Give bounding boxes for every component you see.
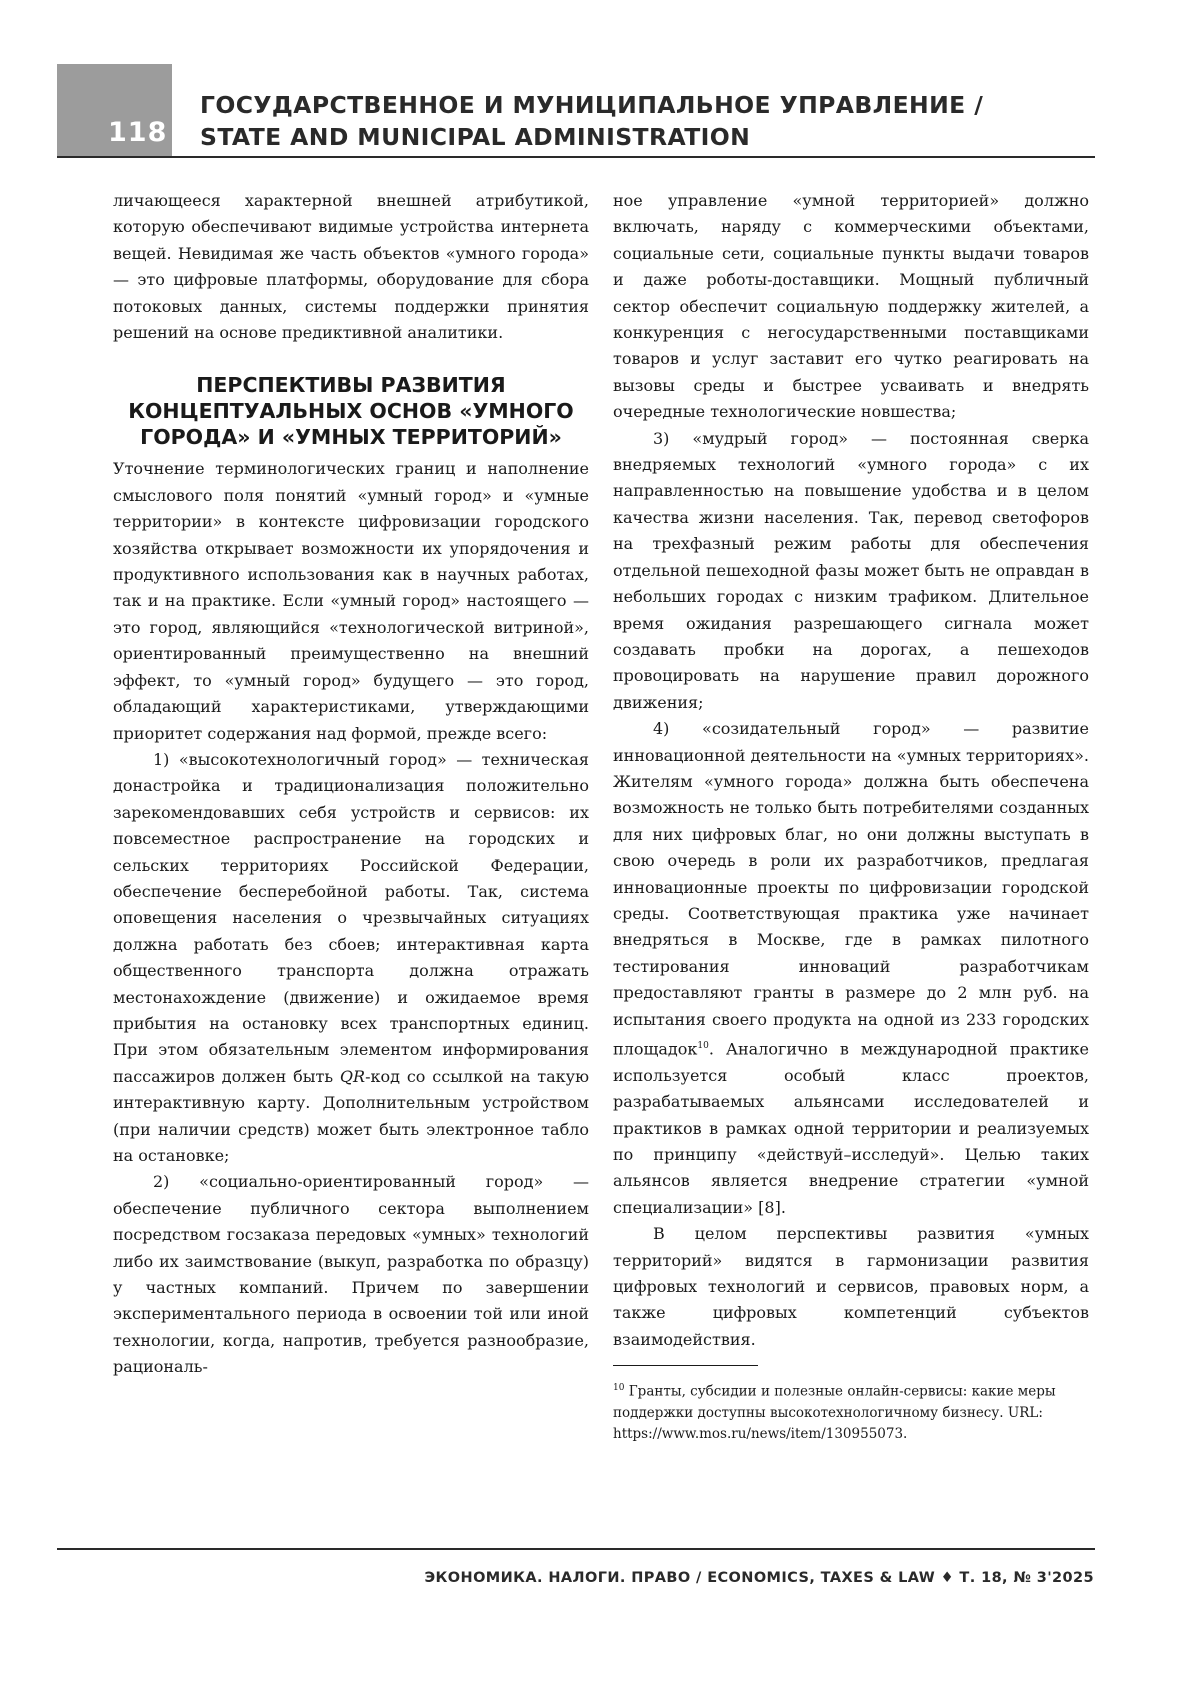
list-item-socially-oriented-city: 2) «социально-ориентированный город» — обеспечение публичного сектора выполнением посредством госзаказа передовых «умных» технологий либо их заимствование (выкуп, разработка по образцу) у частных компаний. Причем по завершении экспериментального периода в освоении той или иной технологии, когда, напротив, требуется разнообразие, рациональ- — [113, 1172, 589, 1377]
paragraph: ное управление «умной территорией» должно включать, наряду с коммерческими объектами, социальные сети, социальные пункты выдачи товаров и даже роботы-доставщики. Мощный публичный сектор обеспечит социальную поддержку жителей, а конкуренция с негосударственными поставщиками товаров и услуг заставит его чутко реагировать на вызовы среды и быстрее усваивать и внедрять очередные технологические новшества; — [613, 191, 1089, 422]
header-rule — [57, 156, 1095, 158]
running-head — [200, 89, 1100, 153]
footnote-rule — [613, 1365, 758, 1366]
paragraph-text: -код со ссылкой на такую интерактивную карту. Дополнительным устройством (при наличии средств) может быть электронное табло на остановке; — [113, 1066, 589, 1165]
section-heading: ПЕРСПЕКТИВЫ РАЗВИТИЯ КОНЦЕПТУАЛЬНЫХ ОСНОВ «УМНОГО ГОРОДА» И «УМНЫХ ТЕРРИТОРИЙ» — [128, 373, 574, 450]
footnote — [613, 1378, 1089, 1445]
paragraph-text: 4) «созидательный город» — развитие инновационной деятельности на «умных территориях». Жителям «умного города» должна быть обеспечена возможность не только быть потребителями созданных для них цифровых благ, но они должны выступать в свою очередь в роли их разработчиков, предлагая инновационные проекты по цифровизации городской среды. Соответствующая практика уже начинает внедряться в Москве, где в рамках пилотного тестирования инноваций разработчикам предоставляют гранты в размере до 2 млн руб. на испытания своего продукта на одной из 233 городских площадок — [613, 719, 1089, 1059]
list-item-high-tech-city — [113, 747, 589, 1170]
list-item-creative-city — [613, 716, 1089, 1221]
footnote-reference[interactable]: 10 — [697, 1041, 709, 1051]
journal-footer: ЭКОНОМИКА. НАЛОГИ. ПРАВО / ECONOMICS, TAXES & LAW ♦ Т. 18, № 3'2025 — [424, 1570, 1094, 1586]
left-column — [113, 188, 589, 1381]
journal-section-title-en: STATE AND MUNICIPAL ADMINISTRATION — [200, 123, 751, 151]
paragraph-text: . Аналогично в международной практике используется особый класс проектов, разрабатываемых альянсами исследователей и практиков в рамках одной территории и реализуемых по принципу «действуй–исследуй». Целью таких альянсов является внедрение стратегии «умной специализации» [8]. — [613, 1039, 1089, 1217]
list-item-wise-city: 3) «мудрый город» — постоянная сверка внедряемых технологий «умного города» с их направленностью на повышение удобства и в целом качества жизни населения. Так, перевод светофоров на трехфазный режим работы для обеспечения отдельной пешеходной фазы может быть не оправдан в небольших городах с низким трафиком. Длительное время ожидания разрешающего сигнала может создавать пробки на дорогах, а пешеходов провоцировать на нарушение правил дорожного движения; — [613, 428, 1089, 712]
footnote-number: 10 — [613, 1383, 625, 1394]
footnote-text: Гранты, субсидии и полезные онлайн-сервисы: какие меры поддержки доступны высокотехнологичному бизнесу. URL: https://www.mos.ru/news/item/130955073. — [613, 1383, 1056, 1442]
intro-paragraph: личающееся характерной внешней атрибутикой, которую обеспечивают видимые устройства интернета вещей. Невидимая же часть объектов «умного города» — это цифровые платформы, оборудование для сбора потоковых данных, системы поддержки принятия решений на основе предиктивной аналитики. — [113, 191, 589, 343]
qr-term: QR — [339, 1066, 366, 1086]
page-number: 118 — [108, 117, 168, 148]
paragraph: Уточнение терминологических границ и наполнение смыслового поля понятий «умный город» и «умные территории» в контексте цифровизации городского хозяйства открывает возможности их упорядочения и продуктивного использования как в научных работах, так и на практике. Если «умный город» настоящего — это город, являющийся «технологической витриной», ориентированный преимущественно на внешний эффект, то «умный город» будущего — это город, обладающий характеристиками, утверждающими приоритет содержания над формой, прежде всего: — [113, 459, 589, 743]
right-column — [613, 188, 1089, 1445]
conclusion-paragraph: В целом перспективы развития «умных территорий» видятся в гармонизации развития цифровых технологий и сервисов, правовых норм, а также цифровых компетенций субъектов взаимодействия. — [613, 1224, 1089, 1349]
paragraph-text: 1) «высокотехнологичный город» — техническая донастройка и традиционализация положительно зарекомендовавших себя устройств и сервисов: их повсеместное распространение на городских и сельских территориях Российской Федерации, обеспечение бесперебойной работы. Так, система оповещения населения о чрезвычайных ситуациях должна работать без сбоев; интерактивная карта общественного транспорта должна отражать местонахождение (движение) и ожидаемое время прибытия на остановку всех транспортных единиц. При этом обязательным элементом информирования пассажиров должен быть — [113, 749, 589, 1086]
footer-rule — [57, 1548, 1095, 1550]
journal-section-title-ru: ГОСУДАРСТВЕННОЕ И МУНИЦИПАЛЬНОЕ УПРАВЛЕНИЕ / — [200, 91, 984, 119]
